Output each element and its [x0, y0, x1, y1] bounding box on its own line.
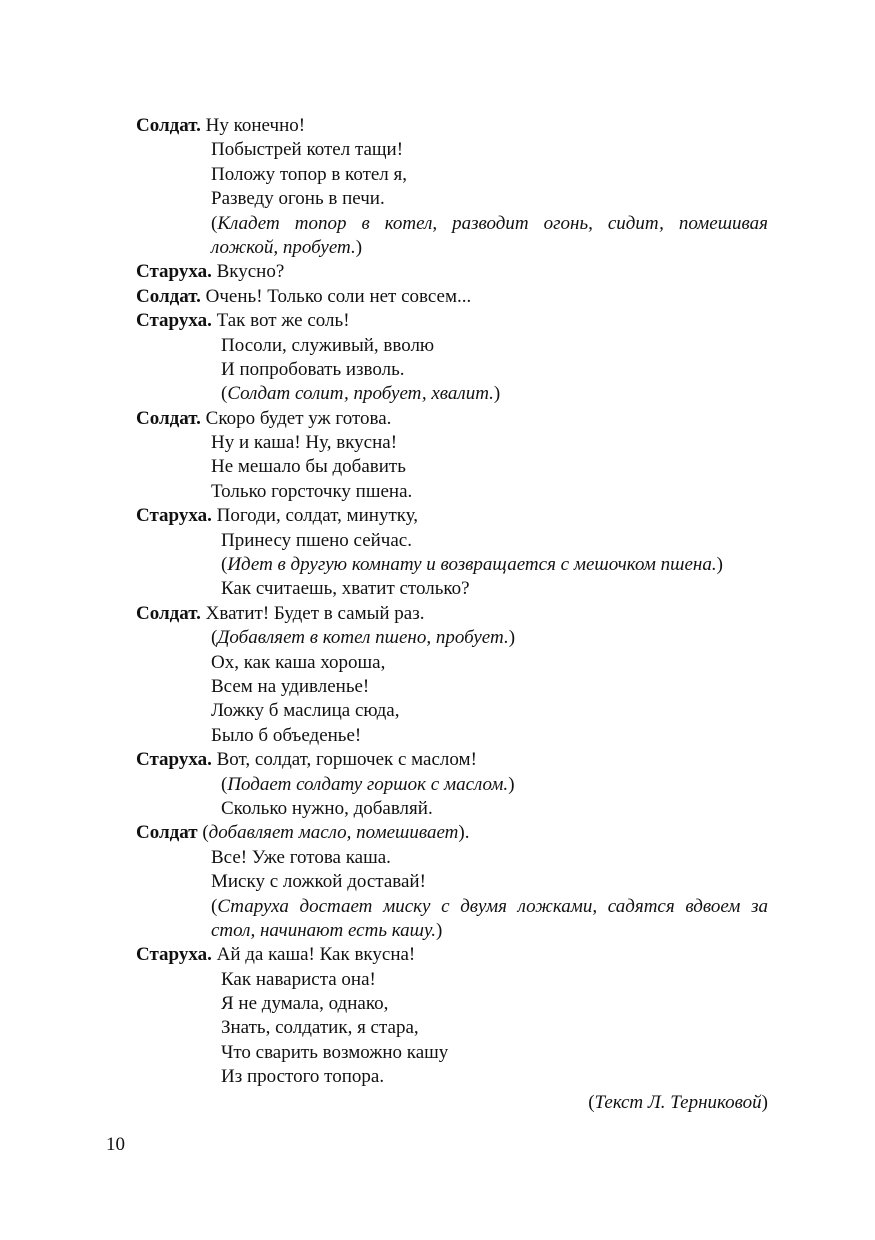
- verse-line: [136, 1041, 768, 1065]
- line-text: Вкусно?: [211, 261, 285, 283]
- line-text: Было б объеденье!: [211, 724, 362, 746]
- direction-text: Идет в другую комнату и возвращается с мешочком пшена.: [227, 554, 717, 576]
- verse-line: [136, 870, 768, 894]
- direction-text: Старуха достает миску с двумя ложками, садятся вдвоем за: [217, 895, 768, 917]
- text-credit: (Текст Л. Терниковой): [588, 1092, 768, 1113]
- stage-direction: (Солдат солит, пробует, хвалит.): [221, 383, 501, 405]
- speaker-name: Старуха.: [136, 749, 212, 771]
- verse-line: [136, 797, 768, 821]
- dialogue-line: [136, 407, 768, 431]
- line-text: Не мешало бы добавить: [211, 456, 406, 478]
- line-text: Ну и каша! Ну, вкусна!: [211, 432, 398, 454]
- dialogue-line: Солдат (добавляет масло, помешивает).: [136, 822, 470, 844]
- line-text: Я не думала, однако,: [221, 993, 389, 1015]
- line-text: Принесу пшено сейчас.: [221, 529, 412, 551]
- stage-direction: (Добавляет в котел пшено, пробует.): [211, 627, 516, 649]
- dialogue-line: [136, 504, 768, 528]
- verse-line: [136, 724, 768, 748]
- direction-text: добавляет масло, помешивает: [208, 822, 459, 844]
- speaker-name: Старуха.: [136, 944, 212, 966]
- line-text: Что сварить возможно кашу: [221, 1041, 449, 1063]
- verse-line: [136, 1065, 768, 1089]
- stage-direction: (Старуха достает миску с двумя ложками, садятся вдвоем за стол, начинают есть кашу.): [211, 895, 768, 941]
- direction-text: Солдат солит, пробует, хвалит.: [227, 383, 494, 405]
- verse-line: [136, 529, 768, 553]
- verse-line: [136, 992, 768, 1016]
- dialogue-line: [136, 114, 768, 138]
- direction-text: ложкой, пробует.: [211, 236, 356, 258]
- page-number: 10: [106, 1134, 125, 1155]
- verse-line: [136, 699, 768, 723]
- stage-direction: (Идет в другую комнату и возвращается с мешочком пшена.): [221, 554, 723, 576]
- verse-line: [136, 1016, 768, 1040]
- line-text: Хватит! Будет в самый раз.: [200, 602, 425, 624]
- verse-line: [136, 187, 768, 211]
- speaker-name: Солдат.: [136, 407, 201, 429]
- line-text: Знать, солдатик, я стара,: [221, 1017, 419, 1039]
- verse-line: [136, 455, 768, 479]
- line-text: Так вот же соль!: [211, 310, 350, 332]
- dialogue-line: [136, 309, 768, 333]
- stage-direction: (Кладет топор в котел, разводит огонь, сидит, помешивая ложкой, пробует.): [211, 212, 768, 258]
- line-text: И попробовать изволь.: [221, 358, 405, 380]
- speaker-name: Солдат.: [136, 115, 201, 136]
- direction-text: Подает солдату горшок с маслом.: [227, 773, 509, 795]
- line-text: Всем на удивленье!: [211, 675, 370, 697]
- verse-line: [136, 431, 768, 455]
- verse-line: [136, 334, 768, 358]
- direction-text: Добавляет в котел пшено, пробует.: [217, 627, 509, 649]
- verse-line: [136, 846, 768, 870]
- credit-text: Текст Л. Терниковой: [594, 1092, 762, 1113]
- line-text: Как навариста она!: [221, 968, 376, 990]
- verse-line: [136, 675, 768, 699]
- line-text: Вот, солдат, горшочек с маслом!: [211, 749, 477, 771]
- line-text: Положу топор в котел я,: [211, 163, 408, 185]
- speaker-name: Старуха.: [136, 261, 212, 283]
- line-text: Ну конечно!: [200, 115, 306, 136]
- line-text: Разведу огонь в печи.: [211, 188, 385, 210]
- line-text: Как считаешь, хватит столько?: [221, 578, 470, 600]
- speaker-name: Старуха.: [136, 310, 212, 332]
- verse-line: [136, 968, 768, 992]
- line-text: Ох, как каша хороша,: [211, 651, 386, 673]
- line-text: Скоро будет уж готова.: [200, 407, 392, 429]
- verse-line: [136, 138, 768, 162]
- line-text: Погоди, солдат, минутку,: [211, 505, 419, 527]
- verse-line: [136, 163, 768, 187]
- dialogue-line: [136, 748, 768, 772]
- verse-line: [136, 577, 768, 601]
- line-text: Только горсточку пшена.: [211, 480, 413, 502]
- direction-text: стол, начинают есть кашу.: [211, 919, 436, 941]
- dialogue-line: [136, 602, 768, 626]
- verse-line: [136, 651, 768, 675]
- verse-line: [136, 358, 768, 382]
- speaker-name: Старуха.: [136, 505, 212, 527]
- stage-direction: (Подает солдату горшок с маслом.): [221, 773, 515, 795]
- dialogue-line: [136, 260, 768, 284]
- line-text: Из простого топора.: [221, 1066, 385, 1088]
- play-text: [136, 114, 768, 1090]
- line-text: Все! Уже готова каша.: [211, 846, 391, 868]
- dialogue-line: [136, 943, 768, 967]
- verse-line: [136, 480, 768, 504]
- line-text: Миску с ложкой доставай!: [211, 871, 426, 893]
- speaker-name: Солдат.: [136, 285, 201, 307]
- line-text: Ай да каша! Как вкусна!: [211, 944, 416, 966]
- speaker-name: Солдат.: [136, 602, 201, 624]
- line-text: ).: [458, 822, 470, 844]
- line-text: Очень! Только соли нет совсем...: [200, 285, 472, 307]
- line-text: Ложку б маслица сюда,: [211, 700, 400, 722]
- line-text: Посоли, служивый, вволю: [221, 334, 435, 356]
- speaker-name: Солдат: [136, 822, 198, 844]
- line-text: Сколько нужно, добавляй.: [221, 797, 433, 819]
- dialogue-line: [136, 285, 768, 309]
- direction-text: Кладет топор в котел, разводит огонь, сидит, помешивая: [217, 212, 768, 234]
- line-text: Побыстрей котел тащи!: [211, 139, 404, 161]
